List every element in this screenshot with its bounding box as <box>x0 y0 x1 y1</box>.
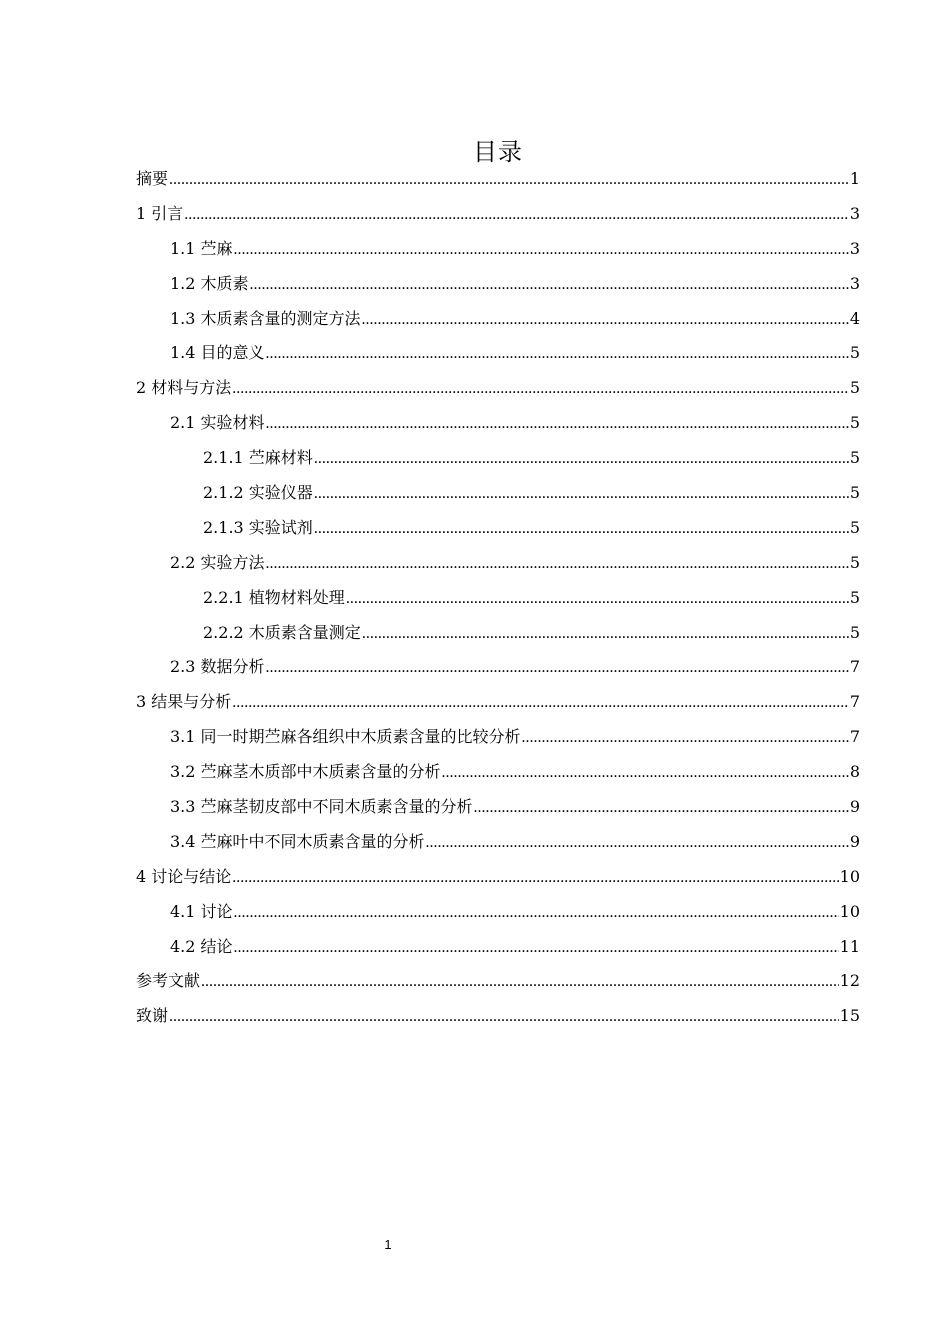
toc-entry-label: 3.4 苎麻叶中不同木质素含量的分析 <box>170 831 425 851</box>
toc-entry-page: 5 <box>849 343 860 363</box>
toc-entry[interactable] <box>136 618 860 653</box>
toc-dot-leader <box>314 479 849 509</box>
toc-entry-label: 3.3 苎麻茎韧皮部中不同木质素含量的分析 <box>170 797 473 817</box>
toc-entry[interactable] <box>136 269 860 304</box>
toc-entry-label: 3.1 同一时期苎麻各组织中木质素含量的比较分析 <box>170 727 521 747</box>
toc-dot-leader <box>234 933 839 963</box>
toc-dot-leader <box>266 549 849 579</box>
toc-dot-leader <box>266 409 849 439</box>
toc-entry-label: 4 讨论与结论 <box>136 866 232 886</box>
toc-entry-page: 10 <box>839 866 860 886</box>
toc-entry-label: 1.2 木质素 <box>170 273 249 293</box>
toc-entry-page: 3 <box>849 238 860 258</box>
toc-entry-label: 致谢 <box>136 1006 169 1026</box>
toc-entry[interactable] <box>136 652 860 687</box>
toc-entry-page: 11 <box>839 936 860 956</box>
toc-entry-page: 3 <box>849 203 860 223</box>
toc-dot-leader <box>234 235 849 265</box>
toc-entry-page: 8 <box>849 762 860 782</box>
toc-entry[interactable] <box>136 338 860 373</box>
toc-entry-label: 2.2.1 植物材料处理 <box>203 587 345 607</box>
toc-entry[interactable] <box>136 827 860 862</box>
toc-entry[interactable] <box>136 408 860 443</box>
toc-entry-label: 参考文献 <box>136 971 201 991</box>
toc-entry[interactable] <box>136 897 860 932</box>
toc-entry-label: 2.1.1 苎麻材料 <box>203 448 313 468</box>
toc-entry-label: 2.1.3 实验试剂 <box>203 517 313 537</box>
toc-entry-page: 7 <box>849 727 860 747</box>
toc-entry-page: 10 <box>839 901 860 921</box>
toc-entry-page: 1 <box>849 169 860 188</box>
toc-entry[interactable] <box>136 548 860 583</box>
toc-entry-page: 5 <box>849 413 860 433</box>
toc-dot-leader <box>474 793 849 823</box>
toc-entry[interactable] <box>136 1001 860 1036</box>
toc-dot-leader <box>362 619 849 649</box>
toc-entry[interactable] <box>136 722 860 757</box>
toc-dot-leader <box>234 898 839 928</box>
toc-dot-leader <box>232 374 849 404</box>
toc-entry-label: 3.2 苎麻茎木质部中木质素含量的分析 <box>170 762 441 782</box>
toc-entry-label: 摘要 <box>136 169 169 188</box>
toc-entry-label: 2.3 数据分析 <box>170 657 265 677</box>
toc-dot-leader <box>314 514 849 544</box>
page-number: 1 <box>384 1237 392 1252</box>
toc-dot-leader <box>362 305 849 335</box>
toc-dot-leader <box>232 863 838 893</box>
toc-dot-leader <box>266 653 849 683</box>
toc-entry[interactable] <box>136 373 860 408</box>
toc-entry[interactable] <box>136 583 860 618</box>
toc-dot-leader <box>346 584 849 614</box>
toc-entry-label: 1.4 目的意义 <box>170 343 265 363</box>
toc-entry-page: 9 <box>849 797 860 817</box>
toc-entry-page: 7 <box>849 657 860 677</box>
toc-entry-page: 5 <box>849 587 860 607</box>
toc-entry[interactable] <box>136 757 860 792</box>
toc-entry-label: 1 引言 <box>136 203 184 223</box>
toc-dot-leader <box>426 828 849 858</box>
toc-entry[interactable] <box>136 966 860 1001</box>
toc-dot-leader <box>522 723 849 753</box>
toc-dot-leader <box>266 339 849 369</box>
toc-entry-label: 3 结果与分析 <box>136 692 232 712</box>
toc-entry-page: 15 <box>839 1006 860 1026</box>
toc-dot-leader <box>169 165 849 195</box>
toc-entry-page: 9 <box>849 831 860 851</box>
toc-entry-label: 2.2.2 木质素含量测定 <box>203 622 361 642</box>
toc-entry-label: 2.1 实验材料 <box>170 413 265 433</box>
toc-entry-page: 5 <box>849 378 860 398</box>
toc-entry-label: 2.2 实验方法 <box>170 552 265 572</box>
toc-list <box>136 164 860 1036</box>
toc-dot-leader <box>184 200 849 230</box>
toc-entry[interactable] <box>136 792 860 827</box>
toc-entry-label: 4.1 讨论 <box>170 901 233 921</box>
toc-dot-leader <box>232 688 849 718</box>
toc-entry[interactable] <box>136 199 860 234</box>
toc-entry-page: 5 <box>849 483 860 503</box>
toc-entry[interactable] <box>136 443 860 478</box>
toc-entry-page: 5 <box>849 552 860 572</box>
toc-entry[interactable] <box>136 687 860 722</box>
toc-dot-leader <box>442 758 849 788</box>
toc-entry[interactable] <box>136 304 860 339</box>
toc-entry[interactable] <box>136 862 860 897</box>
toc-title: 目录 <box>473 138 523 166</box>
toc-entry-label: 2.1.2 实验仪器 <box>203 483 313 503</box>
toc-dot-leader <box>314 444 849 474</box>
toc-entry[interactable] <box>136 932 860 967</box>
toc-entry-page: 5 <box>849 622 860 642</box>
toc-entry-page: 5 <box>849 517 860 537</box>
toc-entry-page: 5 <box>849 448 860 468</box>
toc-entry[interactable] <box>136 234 860 269</box>
toc-entry[interactable] <box>136 164 860 199</box>
toc-entry[interactable] <box>136 513 860 548</box>
toc-entry-page: 4 <box>849 308 860 328</box>
toc-entry-page: 3 <box>849 273 860 293</box>
toc-dot-leader <box>201 967 839 997</box>
toc-entry-label: 2 材料与方法 <box>136 378 232 398</box>
toc-dot-leader <box>250 270 849 300</box>
toc-entry[interactable] <box>136 478 860 513</box>
toc-dot-leader <box>169 1002 839 1032</box>
toc-entry-label: 1.1 苎麻 <box>170 238 233 258</box>
toc-entry-page: 7 <box>849 692 860 712</box>
toc-entry-page: 12 <box>839 971 860 991</box>
toc-entry-label: 4.2 结论 <box>170 936 233 956</box>
toc-entry-label: 1.3 木质素含量的测定方法 <box>170 308 361 328</box>
